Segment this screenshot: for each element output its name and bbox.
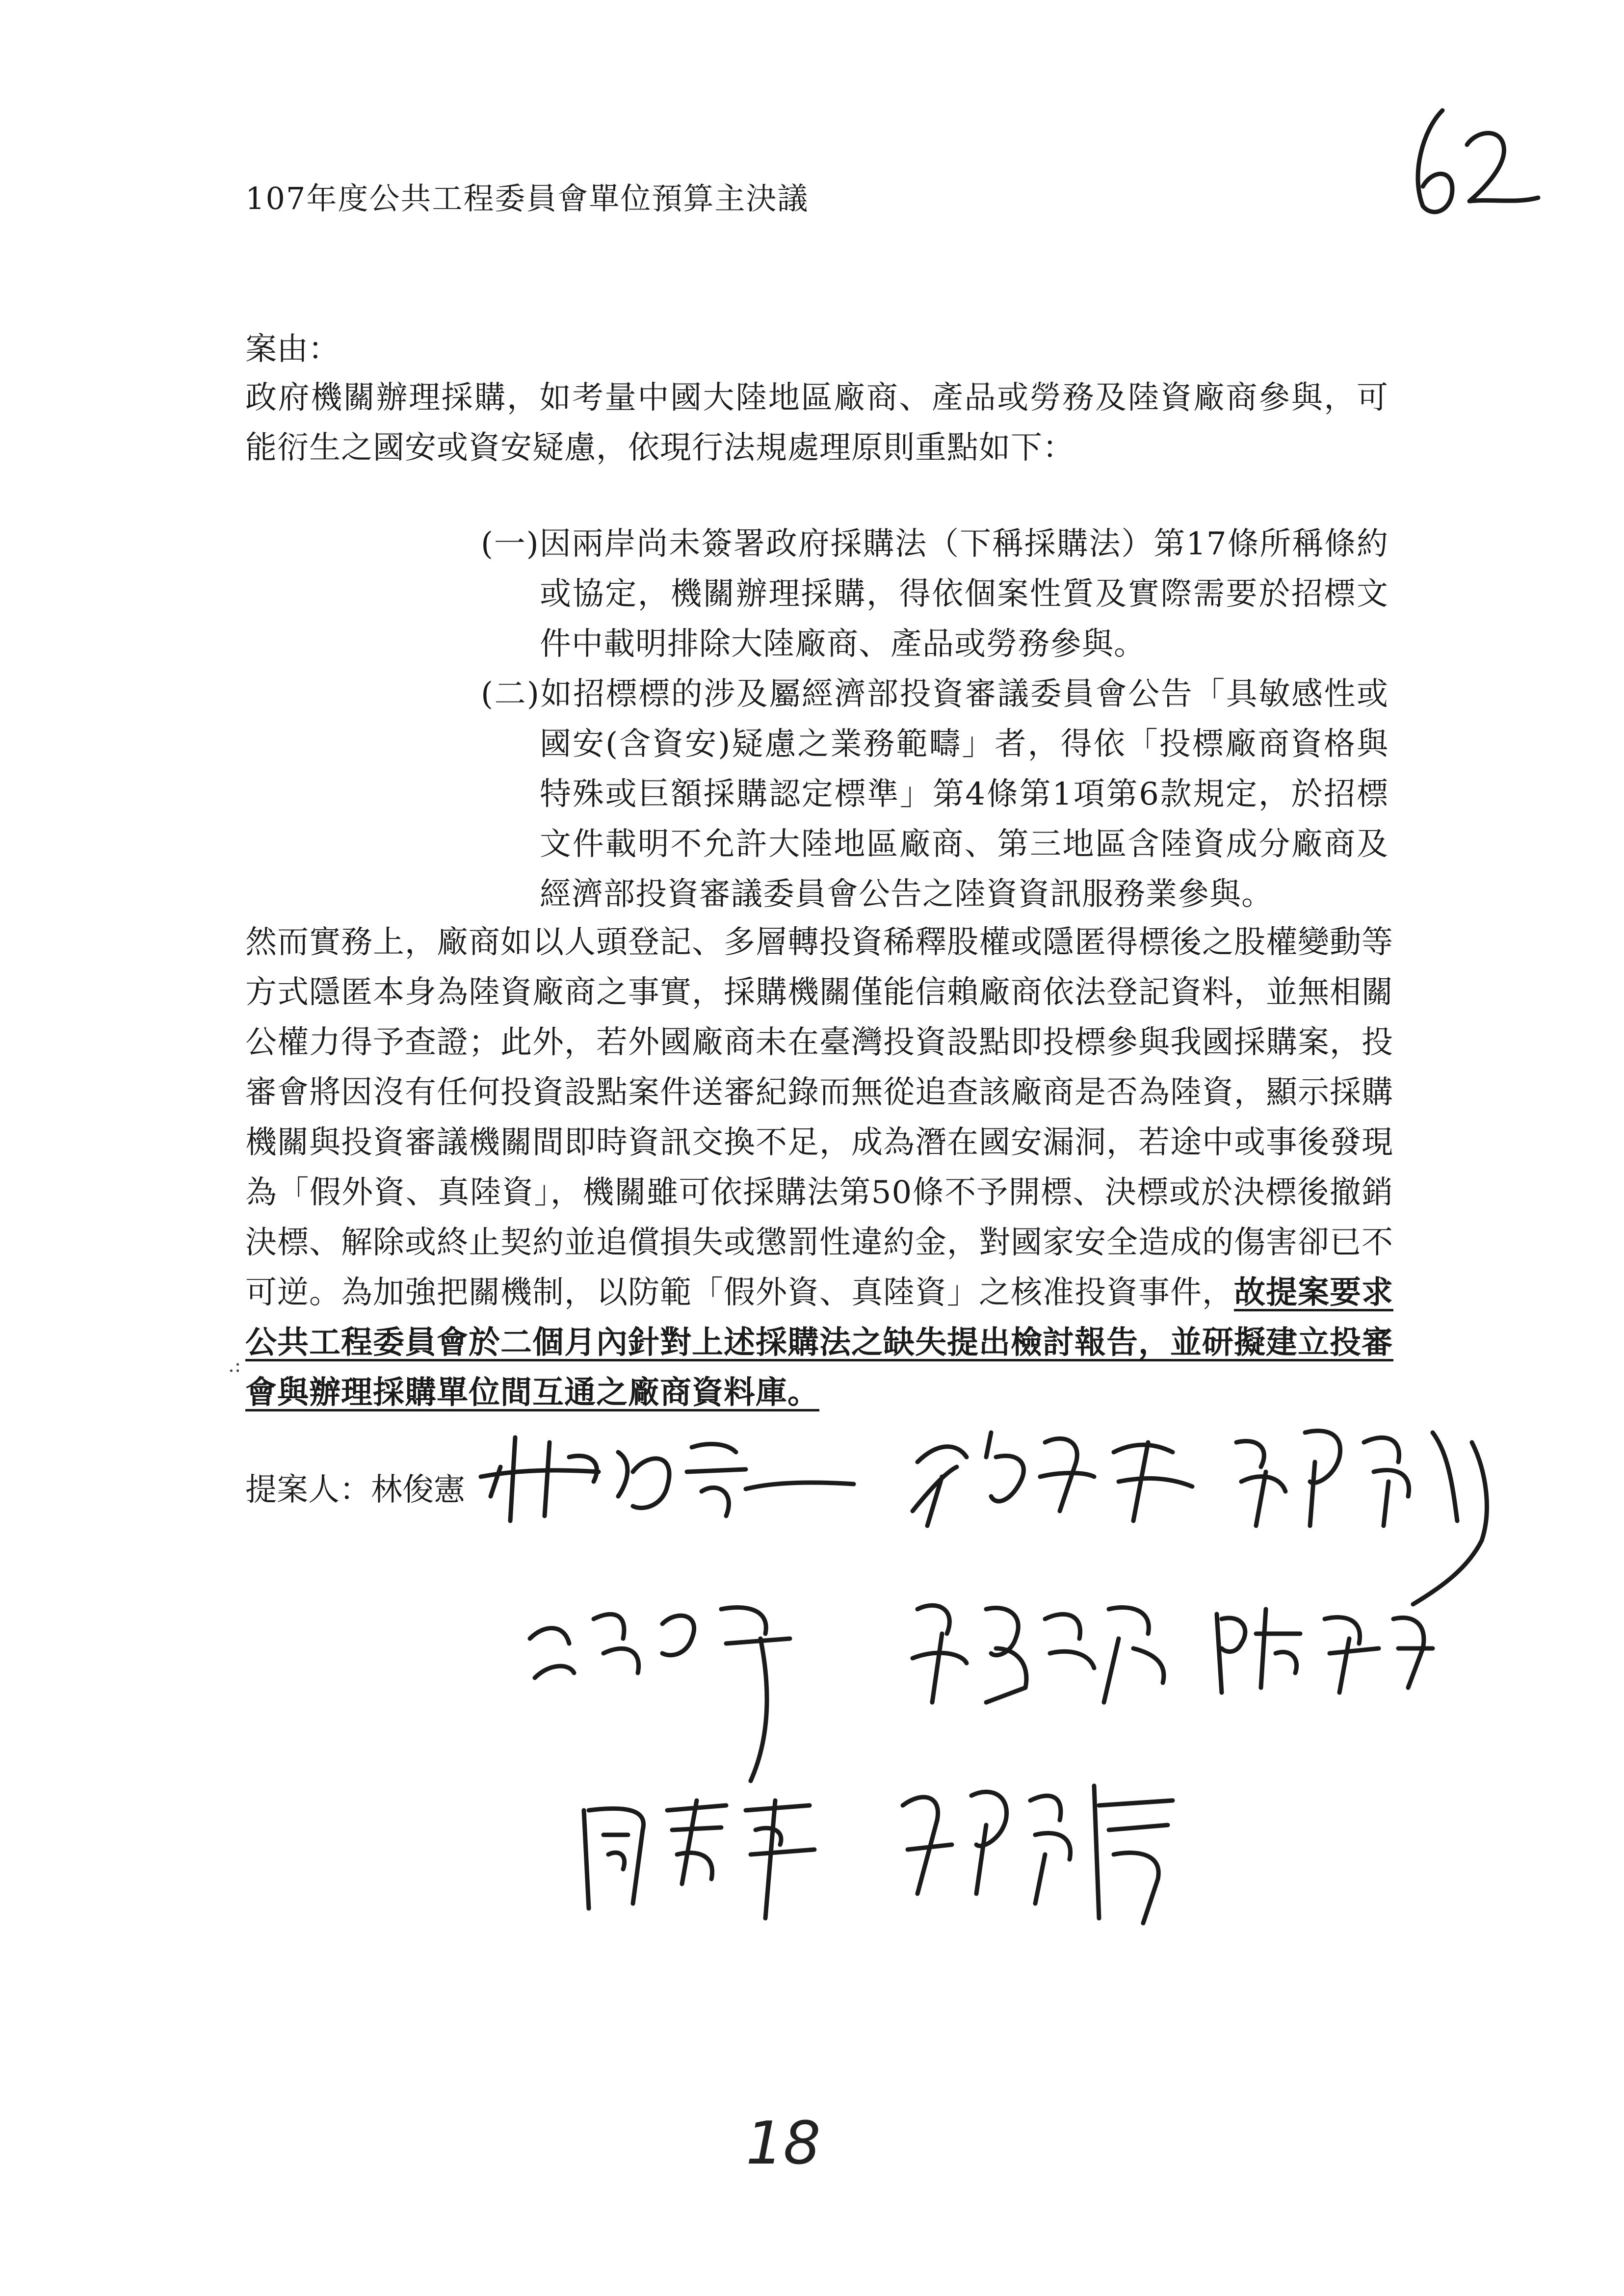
case-item-2: (二)如招標標的涉及屬經濟部投資審議委員會公告「具敏感性或國安(含資安)疑慮之業務範疇」者，得依「投標廠商資格與特殊或巨額採購認定標準」第4條第1項第6款規定，於招標文件載明不允許大陸地區廠商、第三地區含陸資成分廠商及經濟部投資審議委員會公告之陸資資訊服務業參與。 <box>481 676 1388 913</box>
signature-4 <box>515 1580 859 1786</box>
document-title: 107年度公共工程委員會單位預算主決議 <box>245 181 809 216</box>
case-body-resolution: 故提案要求公共工程委員會於二個月內針對上述採購法之缺失提出檢討報告，並研擬建立投審會與辦理採購單位間互通之廠商資料庫。 <box>245 1274 1393 1411</box>
case-intro: 政府機關辦理採購，如考量中國大陸地區廠商、產品或勞務及陸資廠商參與，可能衍生之國安或資安疑慮，依現行法規處理原則重點如下： <box>245 380 1388 466</box>
case-item-1: (一)因兩岸尚未簽署政府採購法（下稱採購法）第17條所稱條約或協定，機關辦理採購，得依個案性質及實際需要於招標文件中載明排除大陸廠商、產品或勞務參與。 <box>481 526 1388 662</box>
case-body-text: 然而實務上，廠商如以人頭登記、多層轉投資稀釋股權或隱匿得標後之股權變動等方式隱匿本身為陸資廠商之事實，採購機關僅能信賴廠商依法登記資料，並無相關公權力得予查證；此外，若外國廠商未在臺灣投資設點即投標參與我國採購案，投審會將因沒有任何投資設點案件送審紀錄而無從追查該廠商是否為陸資，顯示採購機關與投資審議機關間即時資訊交換不足，成為潛在國安漏洞，若途中或事後發現為「假外資、真陸資」，機關雖可依採購法第50條不予開標、決標或於決標後撤銷決標、解除或終止契約並追償損失或懲罰性違約金，對國家安全造成的傷害卻已不可逆。為加強把關機制，以防範「假外資、真陸資」之核准投資事件， <box>245 924 1393 1311</box>
margin-mark: .: <box>228 1354 241 1377</box>
signature-1 <box>471 1423 864 1531</box>
case-label: 案由： <box>245 331 340 367</box>
signature-6 <box>1202 1590 1438 1702</box>
signature-8 <box>888 1766 1192 1933</box>
proposer-label: 提案人：林俊憲 <box>245 1472 465 1508</box>
signature-2 <box>898 1413 1202 1531</box>
signature-5 <box>898 1580 1182 1717</box>
page-number: 18 <box>746 2110 821 2178</box>
signature-3 <box>1227 1413 1501 1609</box>
handwritten-page-number <box>1403 101 1541 218</box>
signature-7 <box>569 1781 824 1928</box>
case-body <box>245 917 1393 1418</box>
